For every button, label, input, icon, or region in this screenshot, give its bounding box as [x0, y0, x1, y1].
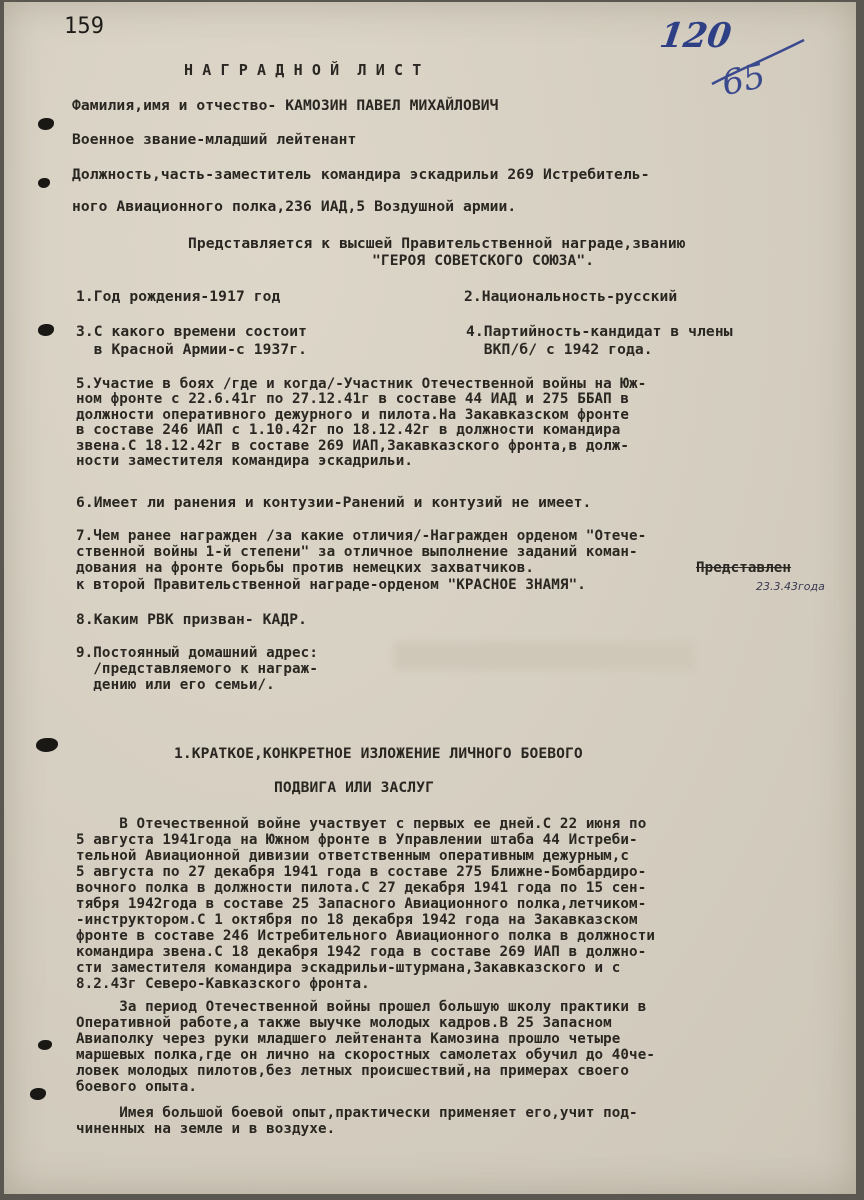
narrative-line: боевого опыта. — [76, 1079, 197, 1095]
narrative-line: чиненных на земле и в воздухе. — [76, 1121, 336, 1137]
narrative-line: -инструктором.С 1 октября по 18 декабря 1942 года на Закавказском — [76, 912, 638, 928]
narrative-line: За период Отечественной войны прошел большую школу практики в — [76, 999, 647, 1015]
document-title: Н А Г Р А Д Н О Й Л И С Т — [184, 61, 422, 79]
field-7-line: дования на фронте борьбы против немецких захватчиков. — [76, 560, 535, 576]
punch-hole — [38, 324, 54, 336]
punch-hole — [38, 1040, 52, 1050]
field-5-line: ном фронте с 22.6.41г по 27.12.41г в составе 44 ИАД и 275 ББАП в — [76, 391, 630, 407]
position-line-2: ного Авиационного полка,236 ИАД,5 Воздушной армии. — [72, 198, 517, 215]
punch-hole — [30, 1088, 46, 1100]
field-7-last-line: к второй Правительственной награде-орденом "КРАСНОЕ ЗНАМЯ". — [76, 577, 586, 593]
field-2-nationality: 2.Национальность-русский — [464, 288, 678, 305]
field-5-line: звена.С 18.12.42г в составе 269 ИАП,Закавказского фронта,в долж- — [76, 438, 630, 454]
field-3-line-1: 3.С какого времени состоит — [76, 323, 308, 340]
archive-number-strike — [704, 32, 814, 105]
field-5-line: ности заместителя командира эскадрильи. — [76, 453, 414, 469]
narrative-line: В Отечественной войне участвует с первых ее дней.С 22 июня по — [76, 816, 647, 832]
narrative-line: Имея большой боевой опыт,практически применяет его,учит под- — [76, 1105, 638, 1121]
punch-hole — [38, 118, 54, 130]
field-9-line: /представляемого к награж- — [76, 661, 318, 677]
rank-line: Военное звание-младший лейтенант — [72, 131, 357, 148]
section-heading-2: ПОДВИГА ИЛИ ЗАСЛУГ — [274, 779, 434, 796]
narrative-line: тельной Авиационной дивизии ответственным оперативным дежурным,с — [76, 848, 630, 864]
field-3-line-2: в Красной Армии-с 1937г. — [76, 341, 308, 358]
field-5-line: 5.Участие в боях /где и когда/-Участник Отечественной войны на Юж- — [76, 376, 647, 392]
section-heading-1: 1.КРАТКОЕ,КОНКРЕТНОЕ ИЗЛОЖЕНИЕ ЛИЧНОГО БОЕВОГО — [174, 745, 583, 762]
narrative-line: Авиаполку через руки младшего лейтенанта Камозина прошло четыре — [76, 1031, 621, 1047]
narrative-line: Оперативной работе,а также выучке молодых кадров.В 25 Запасном — [76, 1015, 612, 1031]
narrative-line: ловек молодых пилотов,без летных происшествий,на примерах своего — [76, 1063, 630, 1079]
narrative-line: командира звена.С 18 декабря 1942 года в составе 269 ИАП в должно- — [76, 944, 647, 960]
sheet-number: 159 — [64, 14, 105, 39]
position-line-1: Должность,часть-заместитель командира эскадрильи 269 Истребитель- — [72, 166, 650, 183]
field-1-birth-year: 1.Год рождения-1917 год — [76, 288, 281, 305]
field-6-wounds: 6.Имеет ли ранения и контузии-Ранений и контузий не имеет. — [76, 494, 592, 511]
field-7-handwritten-date: 23.3.43года — [756, 580, 825, 593]
field-4-line-1: 4.Партийность-кандидат в члены — [466, 323, 733, 340]
field-7-line: ственной войны 1-й степени" за отличное выполнение заданий коман- — [76, 544, 638, 560]
presented-line-1: Представляется к высшей Правительственной награде,званию — [188, 235, 686, 252]
narrative-line: тября 1942года в составе 25 Запасного Авиационного полка,летчиком- — [76, 896, 647, 912]
archive-subnumber: 65 — [718, 55, 769, 105]
redacted-address — [394, 642, 694, 670]
field-5-line: в составе 246 ИАП с 1.10.42г по 18.12.42г в должности командира — [76, 422, 621, 438]
narrative-line: 5 августа 1941года на Южном фронте в Управлении штаба 44 Истреби- — [76, 832, 638, 848]
field-5-line: должности оперативного дежурного и пилота.На Закавказском фронте — [76, 407, 630, 423]
narrative-line: сти заместителя командира эскадрильи-штурмана,Закавказского и с — [76, 960, 621, 976]
punch-hole — [36, 738, 58, 752]
field-7-struck-text: Представлен — [696, 560, 792, 576]
field-4-line-2: ВКП/б/ с 1942 года. — [466, 341, 653, 358]
field-8-conscription: 8.Каким РВК призван- КАДР. — [76, 611, 308, 628]
field-9-line: дению или его семьи/. — [76, 677, 275, 693]
narrative-line: 5 августа по 27 декабря 1941 года в составе 275 Ближне-Бомбардиро- — [76, 864, 647, 880]
name-line: Фамилия,имя и отчество- КАМОЗИН ПАВЕЛ МИХАЙЛОВИЧ — [72, 97, 499, 114]
field-7-line: 7.Чем ранее награжден /за какие отличия/-Награжден орденом "Отече- — [76, 528, 647, 544]
award-sheet — [4, 2, 856, 1194]
presented-line-2: "ГЕРОЯ СОВЕТСКОГО СОЮЗА". — [372, 252, 595, 269]
punch-hole — [38, 178, 50, 188]
field-9-line: 9.Постоянный домашний адрес: — [76, 645, 318, 661]
narrative-line: маршевых полка,где он лично на скоростных самолетах обучил до 40че- — [76, 1047, 655, 1063]
narrative-line: фронте в составе 246 Истребительного Авиационного полка в должности — [76, 928, 655, 944]
narrative-line: 8.2.43г Северо-Кавказского фронта. — [76, 976, 370, 992]
archive-number: 120 — [657, 16, 734, 56]
narrative-line: вочного полка в должности пилота.С 27 декабря 1941 года по 15 сен- — [76, 880, 647, 896]
